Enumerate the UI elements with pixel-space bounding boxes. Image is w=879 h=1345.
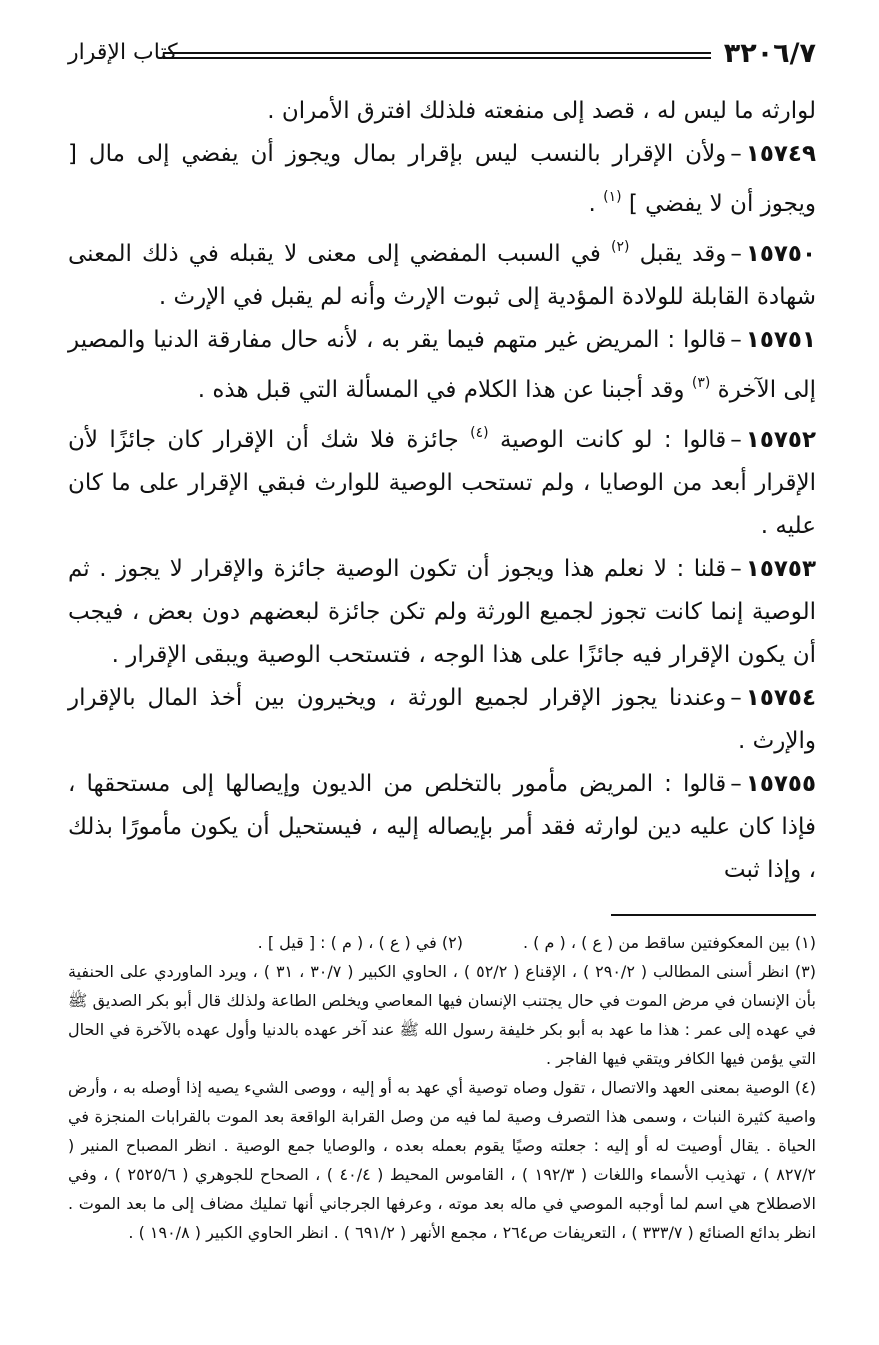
paragraph-number: ١٥٧٥٣: [745, 556, 816, 582]
paragraph-15755: [68, 763, 816, 892]
footnote-4: (٤) الوصية بمعنى العهد والاتصال ، تقول وصاه توصية أي عهد به أو إليه ، ووصى الشيء يصيه إذا أوصله به ، وأرض واصية كثيرة النبات ، وسمى هذا التصرف وصية لما فيه من وصل القرابة الواقعة بعد الموت بالقرابات المنجزة في الحياة . يقال أوصيت له أو إليه : جعلته وصيًا يقوم بعمله بعده ، والوصايا جمع الوصية . انظر المصباح المنير ( ٨٢٧/٢ ) ، تهذيب الأسماء واللغات ( ١٩٢/٣ ) ، القاموس المحيط ( ٤٠/٤ ) ، الصحاح للجوهري ( ٢٥٢٥/٦ ) ، وفي الاصطلاح هي اسم لما أوجبه الموصي في ماله بعد موته ، وعرفها الجرجاني أنها تمليك مضاف إلى ما بعد الموت . انظر بدائع الصنائع ( ٣٣٣/٧ ) ، التعريفات ص٢٦٤ ، مجمع الأنهر ( ٦٩١/٢ ) . انظر الحاوي الكبير ( ١٩٠/٨ ) .: [68, 1078, 817, 1242]
continued-paragraph: [68, 90, 816, 133]
paragraph-number: ١٥٧٥١: [745, 327, 816, 353]
dash: –: [730, 771, 742, 797]
paragraph-15753: [68, 548, 816, 677]
footnote-1: (١) بين المعكوفتين ساقط من ( ع ) ، ( م ) .: [523, 933, 816, 952]
header-double-rule: [163, 52, 711, 59]
paragraph-text: وعندنا يجوز الإقرار لجميع الورثة ، ويخيرون بين أخذ المال بالإقرار والإرث .: [68, 685, 816, 754]
dash: –: [730, 241, 742, 267]
dash: –: [730, 327, 742, 353]
paragraph-number: ١٥٧٥٢: [745, 427, 816, 453]
footnote-ref-4: (٤): [470, 425, 489, 441]
dash: –: [730, 427, 742, 453]
paragraph-15752: [68, 412, 816, 548]
paragraph-15750: [68, 226, 816, 319]
paragraph-text: قلنا : لا نعلم هذا ويجوز أن تكون الوصية جائزة والإقرار لا يجوز . ثم الوصية إنما كانت تجوز لجميع الورثة ولم تكن جائزة لبعضهم دون بعض ، فيجب أن يكون الإقرار فيه جائزًا على هذا الوجه ، فتستحب الوصية ويبقى الإقرار .: [68, 556, 816, 668]
paragraph-15754: [68, 677, 816, 763]
footnotes: [68, 928, 816, 1247]
footnotes-row-1-2: [68, 928, 816, 957]
footnote-3: (٣) انظر أسنى المطالب ( ٢٩٠/٢ ) ، الإقناع ( ٥٢/٢ ) ، الحاوي الكبير ( ٣٠/٧ ، ٣١ ) ، ويرد الماوردي على الحنفية بأن الإنسان في مرض الموت في حال يجتنب الإنسان فيها المعاصي ويخلص الطاعة ولذلك قال أبو بكر الصديق ﷺ في عهده إلى عمر : هذا ما عهد به أبو بكر خليفة رسول الله ﷺ عند آخر عهده بالدنيا وأول عهده بالآخرة في الحال التي يؤمن فيها الكافر ويتقي فيها الفاجر .: [68, 962, 816, 1068]
main-text: [68, 90, 816, 892]
paragraph-text-end: .: [588, 191, 596, 217]
dash: –: [730, 685, 742, 711]
dash: –: [730, 556, 742, 582]
paragraph-number: ١٥٧٥٤: [745, 685, 816, 711]
paragraph-text: لوارثه ما ليس له ، قصد إلى منفعته فلذلك افترق الأمران .: [267, 98, 816, 124]
running-header: [68, 36, 816, 80]
page-number: ٣٢٠٦/٧: [723, 38, 816, 69]
footnote-2: (٢) في ( ع ) ، ( م ) : [ قيل ] .: [257, 933, 463, 952]
footnote-ref-1: (١): [603, 189, 622, 205]
paragraph-text: قالوا : المريض مأمور بالتخلص من الديون وإيصالها إلى مستحقها ، فإذا كان عليه دين لوارثه فقد أمر بإيصاله إليه ، فيستحيل أن يكون مأمورًا بذلك ، وإذا ثبت: [68, 771, 816, 883]
paragraph-15749: [68, 133, 816, 226]
paragraph-text: قالوا : لو كانت الوصية: [499, 427, 727, 453]
paragraph-text-end: جائزة فلا شك أن الإقرار كان جائزًا لأن الإقرار أبعد من الوصايا ، ولم تستحب الوصية للوارث فبقي الإقرار على ما كان عليه .: [68, 427, 816, 539]
footnote-ref-3: (٣): [691, 375, 711, 391]
footnote-separator: [611, 914, 816, 916]
paragraph-text-end: في السبب المفضي إلى معنى لا يقبله في ذلك المعنى شهادة القابلة للولادة المؤدية إلى ثبوت الإرث وأنه لم يقبل في الإرث .: [68, 241, 816, 310]
paragraph-number: ١٥٧٥٠: [745, 241, 817, 267]
paragraph-text: قالوا : المريض غير متهم فيما يقر به ، لأنه حال مفارقة الدنيا والمصير إلى الآخرة: [68, 327, 816, 403]
paragraph-15751: [68, 319, 816, 412]
paragraph-text-end: وقد أجبنا عن هذا الكلام في المسألة التي قبل هذه .: [197, 377, 685, 403]
dash: –: [730, 141, 742, 167]
footnote-ref-2: (٢): [611, 239, 630, 255]
paragraph-number: ١٥٧٤٩: [745, 141, 816, 167]
book-page: [68, 36, 816, 1326]
paragraph-number: ١٥٧٥٥: [745, 771, 816, 797]
paragraph-text: ولأن الإقرار بالنسب ليس بإقرار بمال ويجوز أن يفضي إلى مال [ ويجوز أن لا يفضي ]: [68, 141, 816, 217]
book-title: كتاب الإقرار: [68, 40, 178, 65]
paragraph-text: وقد يقبل: [639, 241, 727, 267]
